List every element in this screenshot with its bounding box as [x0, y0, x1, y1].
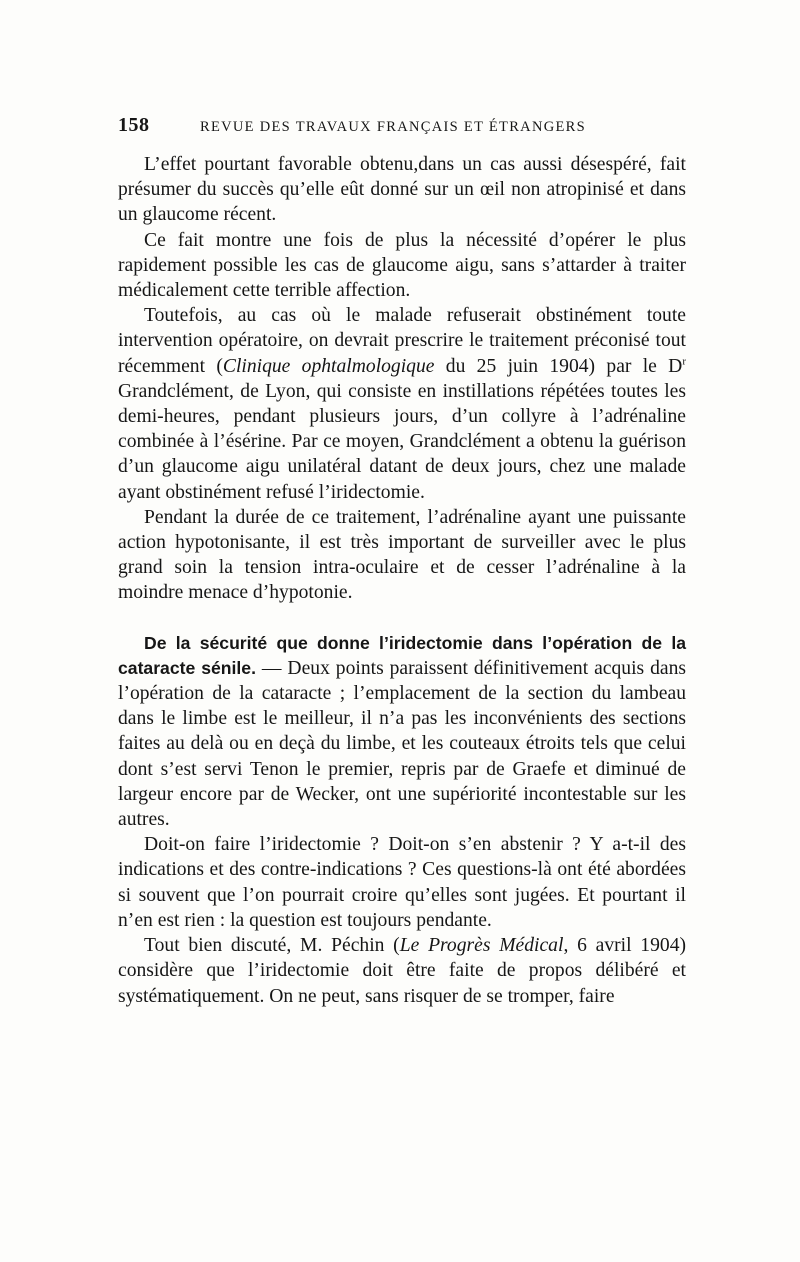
page-number: 158 — [118, 114, 150, 136]
pechin-text-2: , 6 avril 1904) considère que l’iridectomie doit être faite de propos délibéré et systématiquement. On ne peut, sans risquer de se tromper, faire — [118, 935, 687, 1007]
doctor-superscript: r — [682, 355, 686, 368]
section-cataract — [118, 631, 686, 1009]
pechin-text-1: Tout bien discuté, M. Péchin ( — [144, 935, 400, 957]
paragraph-questions: Doit-on faire l’iridectomie ? Doit-on s’en abstenir ? Y a-t-il des indications et des contre-indications ? Ces questions-là ont été abordées si souvent que l’on pourrait croire qu’elles sont jugées. Et pourtant il n’en est rien : la question est toujours pendante. — [118, 834, 686, 931]
paragraph-necessity: Ce fait montre une fois de plus la nécessité d’opérer le plus rapidement possible les cas de glaucome aigu, sans s’attarder à traiter médicalement cette terrible affection. — [118, 229, 686, 302]
section-opening-paragraph — [118, 631, 686, 833]
treatment-text-2: du 25 juin 1904) par le D — [434, 355, 683, 377]
paragraph-pechin — [118, 933, 686, 1009]
section-title: De la sécurité que donne l’iridectomie dans l’opération de la cataracte sénile. — [118, 632, 686, 678]
citation-clinique: Clinique ophtalmologique — [222, 355, 435, 377]
paragraph-adrenaline: Pendant la durée de ce traitement, l’adrénaline ayant une puissante action hypotonisante, il est très important de surveiller avec le plus grand soin la tension intra-oculaire et de cesser l’adrénaline à la moindre menace d’hypotonie. — [118, 506, 686, 604]
book-page — [118, 114, 686, 1009]
citation-progres-medical: Le Progrès Médical — [399, 935, 564, 957]
running-head — [118, 114, 686, 148]
running-title: REVUE DES TRAVAUX FRANÇAIS ET ÉTRANGERS — [200, 119, 586, 135]
paragraph-effect: L’effet pourtant favorable obtenu,dans un cas aussi désespéré, fait présumer du succès qu’elle eût donné sur un œil non atropinisé et dans un glaucome récent. — [118, 154, 686, 226]
section-lead-text: — Deux points paraissent définitivement acquis dans l’opération de la cataracte ; l’emplacement de la section du lambeau dans le limbe est le meilleur, il n’a pas les inconvénients des sections faites au delà ou en deçà du limbe, et les couteaux étroits tels que celui dont s’est servi Tenon le premier, repris par de Graefe et diminué de largeur encore par de Wecker, ont une supériorité incontestable sur les autres. — [118, 657, 686, 831]
treatment-text-1: Toutefois, au cas où le malade refuserait obstinément toute intervention opératoire, on devrait prescrire le traitement préconisé tout récemment ( — [118, 305, 686, 377]
treatment-text-3: Grandclément, de Lyon, qui consiste en instillations répétées toutes les demi-heures, pendant plusieurs jours, d’un collyre à l’adrénaline combinée à l’ésérine. Par ce moyen, Grandclément a obtenu la guérison d’un glaucome aigu unilatéral datant de deux jours, chez une malade ayant obstinément refusé l’iridectomie. — [118, 380, 686, 503]
paragraph-treatment — [118, 303, 686, 505]
